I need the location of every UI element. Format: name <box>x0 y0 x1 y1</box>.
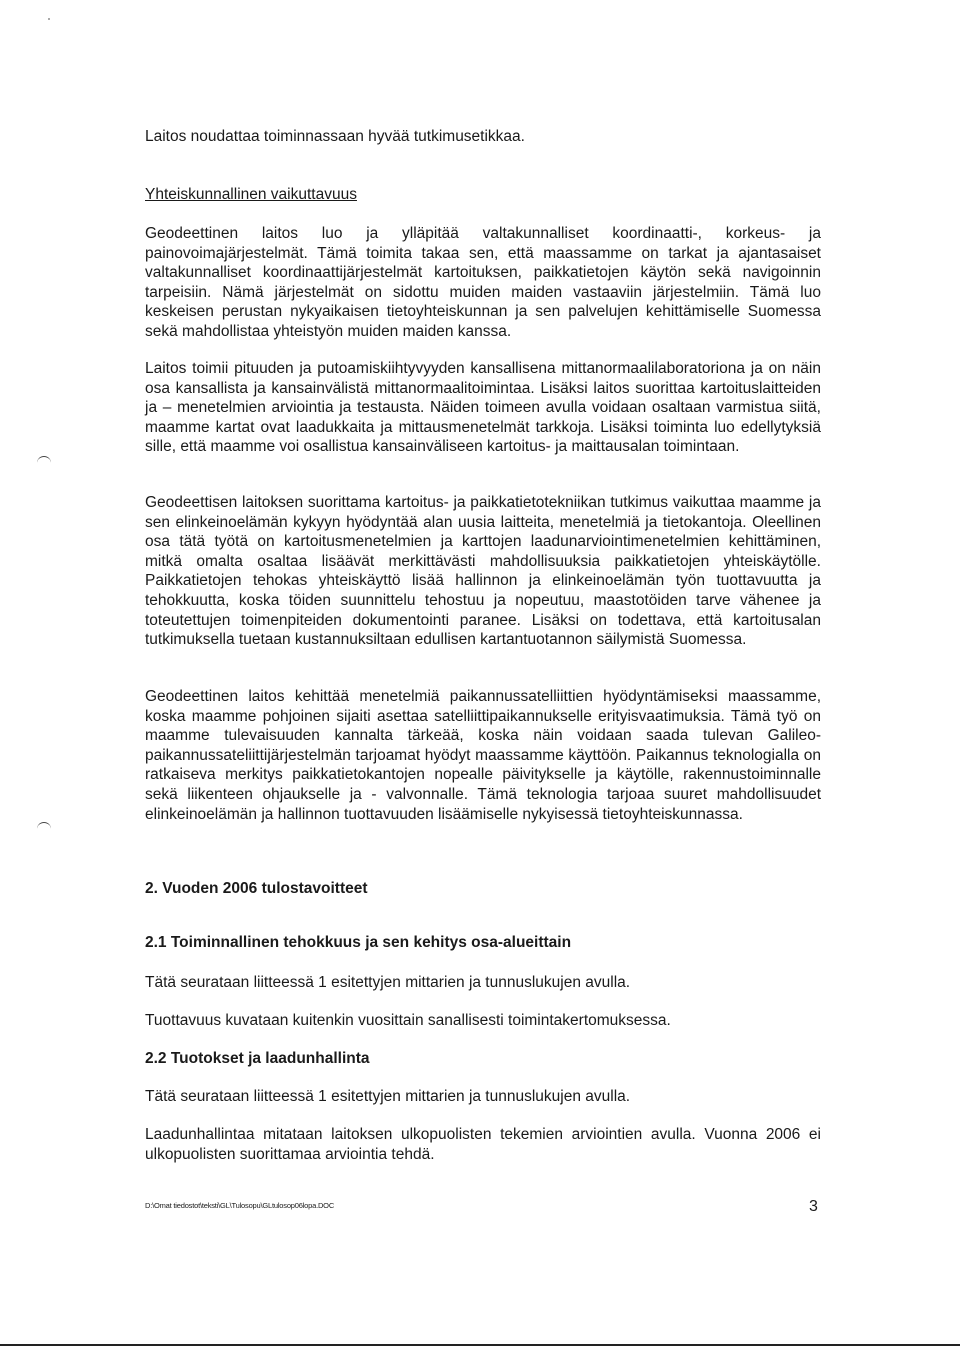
section-2-1-title: 2.1 Toiminnallinen tehokkuus ja sen kehitys osa-alueittain <box>145 934 572 951</box>
page-bottom-rule <box>0 1344 960 1346</box>
intro-paragraph: Laitos noudattaa toiminnassaan hyvää tutkimusetikkaa. <box>145 128 525 145</box>
section-2-1-text-2: Tuottavuus kuvataan kuitenkin vuosittain sanallisesti toimintakertomuksessa. <box>145 1012 671 1029</box>
paragraph-satellite-positioning: Geodeettinen laitos kehittää menetelmiä paikannussatelliittien hyödyntämiseksi maassamme, koska maamme pohjoinen sijaiti asettaa satelliittipaikannukselle erityisvaatimuksia. Tämä työ on maamme tulevaisuuden kannalta tärkeää, koska näin voidaan saada tulevan Galileo-paikannussateliittijärjestelmän tarjoamat hyödyt maassamme käyttöön. Paikannus teknologialla on ratkaiseva merkitys paikkatietokantojen nopealle päivitykselle ja käytölle, rakennustoiminnalle sekä liikenteen ohjaukselle ja - valvonnalle. Tämä teknologia tarjoaa suuret mahdollisuudet elinkeinoelämän ja hallinnon tuottavuuden lisäämiselle nykyisessä tietoyhteiskunnassa. <box>145 688 821 823</box>
paragraph-mapping-research: Geodeettisen laitoksen suorittama kartoitus- ja paikkatietotekniikan tutkimus vaikuttaa maamme ja sen elinkeinoelämän kykyyn hyödyntää alan uusia laitteita, menetelmiä ja tietokantoja. Oleellinen osa tätä työtä on kartoitusmenetelmien ja karttojen laadunarviointimenetelmien kehittäminen, mitkä omalta osaltaa lisäävät merkittävästi mahdollisuuksia paikkatietojen yhteiskäytölle. Paikkatietojen tehokas yhteiskäyttö lisää hallinnon ja elinkeinoelämän työn tuottavuutta ja tehokkuutta, koska töiden suunnittelu tehostuu ja nopeutuu, maastotöiden tarve vähenee ja toteutettujen toimenpiteiden dokumentointi paranee. Lisäksi on todettava, että kartoitusalan tutkimuksella tuetaan kustannuksiltaan edullisen kartantuotannon säilymistä Suomessa. <box>145 494 821 649</box>
section-2-2-title: 2.2 Tuotokset ja laadunhallinta <box>145 1050 370 1067</box>
margin-mark <box>37 456 51 463</box>
impact-heading: Yhteiskunnallinen vaikuttavuus <box>145 186 357 203</box>
footer-file-path: D:\Omat tiedostot\teksti\GL\Tulosopu\GLtulosop06lopa.DOC <box>145 1201 335 1210</box>
section-2-1-text-1: Tätä seurataan liitteessä 1 esitettyjen mittarien ja tunnuslukujen avulla. <box>145 974 631 991</box>
page-number: 3 <box>809 1198 818 1215</box>
scan-speck <box>48 18 50 20</box>
margin-mark <box>37 822 51 829</box>
paragraph-measurement-laboratory: Laitos toimii pituuden ja putoamiskiihtyvyyden kansallisena mittanormaalilaboratoriona ja on näin osa kansallista ja kansainvälistä mittanormaalitoimintaa. Lisäksi laitos suorittaa kartoituslaitteiden ja – menetelmien arviointia ja testausta. Näiden toimeen avulla voidaan osaltaan varmistua siitä, maamme kartat ovat laadukkaita ja mittausmenetelmät tarkkoja. Lisäksi toiminta luo edellytyksiä sille, että maamme voi osallistua kansainväliseen kartoitus- ja maittausalan toimintaan. <box>145 360 821 456</box>
section-2-2-text-1: Tätä seurataan liitteessä 1 esitettyjen mittarien ja tunnuslukujen avulla. <box>145 1088 631 1105</box>
section-2-2-text-2: Laadunhallintaa mitataan laitoksen ulkopuolisten tekemien arviointien avulla. Vuonna 2006 ei ulkopuolisten suorittamaa arviointia tehdä. <box>145 1126 821 1163</box>
section-2-title: 2. Vuoden 2006 tulostavoitteet <box>145 880 368 897</box>
paragraph-coordinate-systems: Geodeettinen laitos luo ja ylläpitää valtakunnalliset koordinaatti-, korkeus- ja painovoimajärjestelmät. Tämä toimita takaa sen, että maassamme on tarkat ja ajantasaiset valtakunnalliset koordinaattijärjestelmät kartoituksen, paikkatietojen käytön sekä navigoinnin tarpeisiin. Nämä järjestelmät on sidottu muiden maiden vastaaviin järjestelmiin. Tämä luo keskeisen perustan nykyaikaisen tietoyhteiskunnan ja sen palvelujen kehittämiselle Suomessa sekä mahdollistaa yhteistyön muiden maiden kanssa. <box>145 225 821 340</box>
